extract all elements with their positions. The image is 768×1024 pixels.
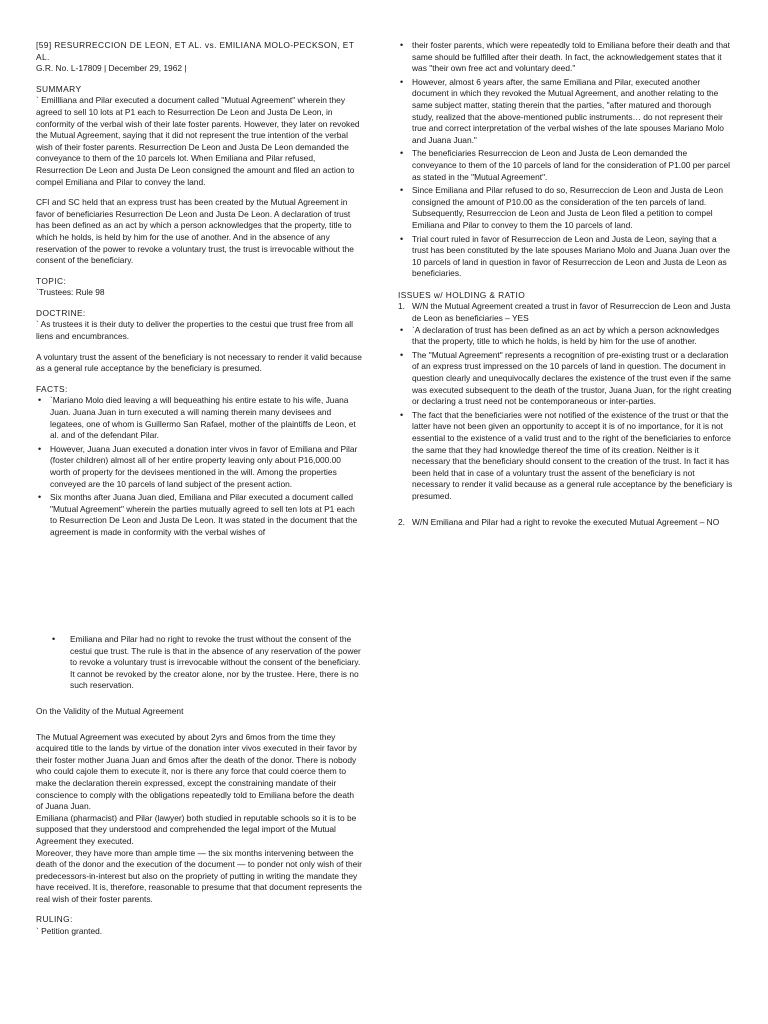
left-column-top xyxy=(36,40,362,541)
fact-item: • Since Emiliana and Pilar refused to do so, Resurreccion de Leon and Justa de Leon consigned the amount of P10.00 as the consideration of the ten parcels of land. Subsequently, Resurreccion de Leon and Justa de Leon filed a petition to compel Emiliana and Pilar to convey to them the 10 parcels of land. xyxy=(412,185,734,231)
summary-heading: SUMMARY xyxy=(36,83,82,94)
bullet-icon: • xyxy=(52,634,56,644)
validity-paragraph-3: Moreover, they have more than ample time — the six months intervening between the death of the donor and the execution of the document — to ponder not only wish of their predecessors-in-interest but also on the propriety of putting in writing the mandate they have received. It is, therefore, reasonable to presume that that document represents the real wish of their foster parents. xyxy=(36,847,362,904)
validity-paragraph-1: The Mutual Agreement was executed by about 2yrs and 6mos from the time they acquired title to the lands by virtue of the donation inter vivos executed in their favor by their foster mother Juana Juan and 6mos after the death of the donor. There is nobody who could cajole them to execute it, nor is there any force that could coerce them to make the declaration therein expressed, except the constraining mandate of their conscience to comply with the obligations repeatedly told to Emiliana before the death of Juana Juan. xyxy=(36,731,357,812)
right-column-top xyxy=(398,40,734,530)
facts-list xyxy=(36,395,362,538)
topic-text: `Trustees: Rule 98 xyxy=(36,287,105,298)
validity-paragraph-2: Emiliana (pharmacist) and Pilar (lawyer) both studied in reputable schools so it is to be supposed that they understood and comprehended the legal import of the Mutual Agreement they executed. xyxy=(36,812,357,846)
summary-paragraph-2: CFI and SC held that an express trust has been created by the Mutual Agreement in favor of beneficiaries Resurrection De Leon and Justa De Leon. A declaration of trust has been defined as an act by which a person acknowledges that the property, title to which he holds, is held by him for the use of another. And in the absence of any reservation of the power to revoke a voluntary trust, the trust is irrevocable without the consent of the beneficiary. xyxy=(36,197,354,266)
facts-list-continued xyxy=(398,40,734,280)
issue-number: 1. xyxy=(398,301,405,312)
fact-item: • However, Juana Juan executed a donation inter vivos in favor of Emiliana and Pilar (foster children) almost all of her entire property leaving only about P16,000.00 worth of property for the devisees mentioned in the will. Among the properties conveyed are the 10 parcels of land subject of the present action. xyxy=(50,444,362,490)
doctrine-paragraph-2: A voluntary trust the assent of the beneficiary is not necessary to render it valid because as a general rule acceptance by the beneficiary is presumed. xyxy=(36,351,362,374)
issues-list xyxy=(398,301,734,528)
fact-item: • `Mariano Molo died leaving a will bequeathing his entire estate to his wife, Juana Juan. Juana Juan in turn executed a will naming therein many devisees and legatees, one of whom is Guillermo San Rafael, mother of the plaintiffs de Leon, et al. and of the defendant Pilar. xyxy=(50,395,362,441)
ratio-point: • The fact that the beneficiaries were not notified of the existence of the trust or that the latter have not been given an opportunity to accept it is of no importance, for it is not essential to the existence of a valid trust and to the right of the beneficiaries to enforce the same that they had knowledge thereof the time of its creation. Neither is it necessary that the beneficiary should consent to the creation of the trust. In fact it has been held that in case of a voluntary trust the assent of the beneficiary is not necessary to render it valid because as a general rule acceptance by the beneficiary is presumed. xyxy=(412,410,734,503)
facts-heading: FACTS: xyxy=(36,383,68,394)
fact-item: • However, almost 6 years after, the same Emiliana and Pilar, executed another document in which they revoked the Mutual Agreement, and another relating to the same subject matter, stating therein that the parties, "after matured and thorough study, realized that the above-mentioned public instruments… do not represent their true and correct interpretation of the verbal wishes of the late spouses Mariano Molo and Juana Juan." xyxy=(412,77,734,147)
fact-item: • The beneficiaries Resurreccion de Leon and Justa de Leon demanded the conveyance to them of the 10 parcels of land for the consideration of P1.00 per parcel as stated in the "Mutual Agreement". xyxy=(412,148,734,183)
issue-text: W/N Emiliana and Pilar had a right to revoke the executed Mutual Agreement – NO xyxy=(412,516,720,527)
issue-2-point-text: Emiliana and Pilar had no right to revoke the trust without the consent of the cestui que trust. The rule is that in the absence of any reservation of the power to revoke a voluntary trust is irrevocable without the consent of the beneficiary. It cannot be revoked by the creator alone, nor by the trustee. Here, there is no such reservation. xyxy=(70,634,361,691)
doctrine-heading: DOCTRINE: xyxy=(36,307,86,318)
issue-number: 2. xyxy=(398,516,405,527)
summary-paragraph-1: ` Emillliana and Pilar executed a document called "Mutual Agreement" wherein they agreed to sell 10 lots at P1 each to Resurrection De Leon and Justa De Leon, in conformity of the verbal wish of their late foster parents. However, they later on revoked the Mutual Agreement, saying that it did not represent the true intention of the verbal wish of their foster parents. Resurrection De Leon and Justa De Leon demanded the conveyance to them of the 10 parcels lot. When Emiliana and Pilar refused, Resurrection De Leon and Justa De Leon consigned the amount and filed an action to compel Emiliana and Pilar to convey the land. xyxy=(36,95,360,187)
issues-heading: ISSUES w/ HOLDING & RATIO xyxy=(398,289,526,300)
issue-item xyxy=(398,516,734,529)
ruling-text: ` Petition granted. xyxy=(36,926,103,937)
fact-item: • Trial court ruled in favor of Resurreccion de Leon and Justa de Leon, saying that a trust has been constituted by the late spouses Mariano Molo and Juana Juan over the 10 parcels of land in question in favor of Resurreccion de Leon and Justa de Leon as beneficiaries. xyxy=(412,234,734,280)
left-column-bottom xyxy=(36,634,362,938)
issue-text: W/N the Mutual Agreement created a trust in favor of Resurreccion de Leon and Justa de Leon as beneficiaries – YES xyxy=(412,301,731,324)
issue-item xyxy=(398,301,734,502)
fact-item: • Six months after Juana Juan died, Emiliana and Pilar executed a document called "Mutual Agreement" wherein the parties mutually agreed to sell ten lots at P1 each to Resurrection De Leon and Justa De Leon. It was stated in the document that the agreement is made in conformity with the verbal wishes of xyxy=(50,492,362,538)
doctrine-paragraph-1: ` As trustees it is their duty to deliver the properties to the cestui que trust free from all liens and encumbrances. xyxy=(36,319,353,342)
case-reference: G.R. No. L-17809 | December 29, 1962 | xyxy=(36,63,187,74)
validity-heading: On the Validity of the Mutual Agreement xyxy=(36,705,184,716)
fact-continuation: • their foster parents, which were repeatedly told to Emiliana before their death and that same should be fulfilled after their death. In fact, the acknowledgement states that it was "their own free act and voluntary deed." xyxy=(412,40,734,75)
case-title: [59] RESURRECCION DE LEON, ET AL. vs. EMILIANA MOLO-PECKSON, ET AL. xyxy=(36,40,355,62)
issue-2-point xyxy=(36,634,362,692)
issue-1-points xyxy=(398,325,734,503)
ratio-point: • The "Mutual Agreement" represents a recognition of pre-existing trust or a declaration of an express trust impressed on the 10 parcels of land in question. The document in question clearly and unequivocally declares the existence of the trust even if the same was executed subsequent to the death of the trustor, Juana Juan, for the right creating or declaring a trust need not be contemporaneous or inter-parties. xyxy=(412,350,734,408)
ratio-point: • `A declaration of trust has been defined as an act by which a person acknowledges that the property, title to which he holds, is held by him for the use of another. xyxy=(412,325,734,348)
topic-heading: TOPIC: xyxy=(36,275,67,286)
ruling-heading: RULING: xyxy=(36,914,73,925)
